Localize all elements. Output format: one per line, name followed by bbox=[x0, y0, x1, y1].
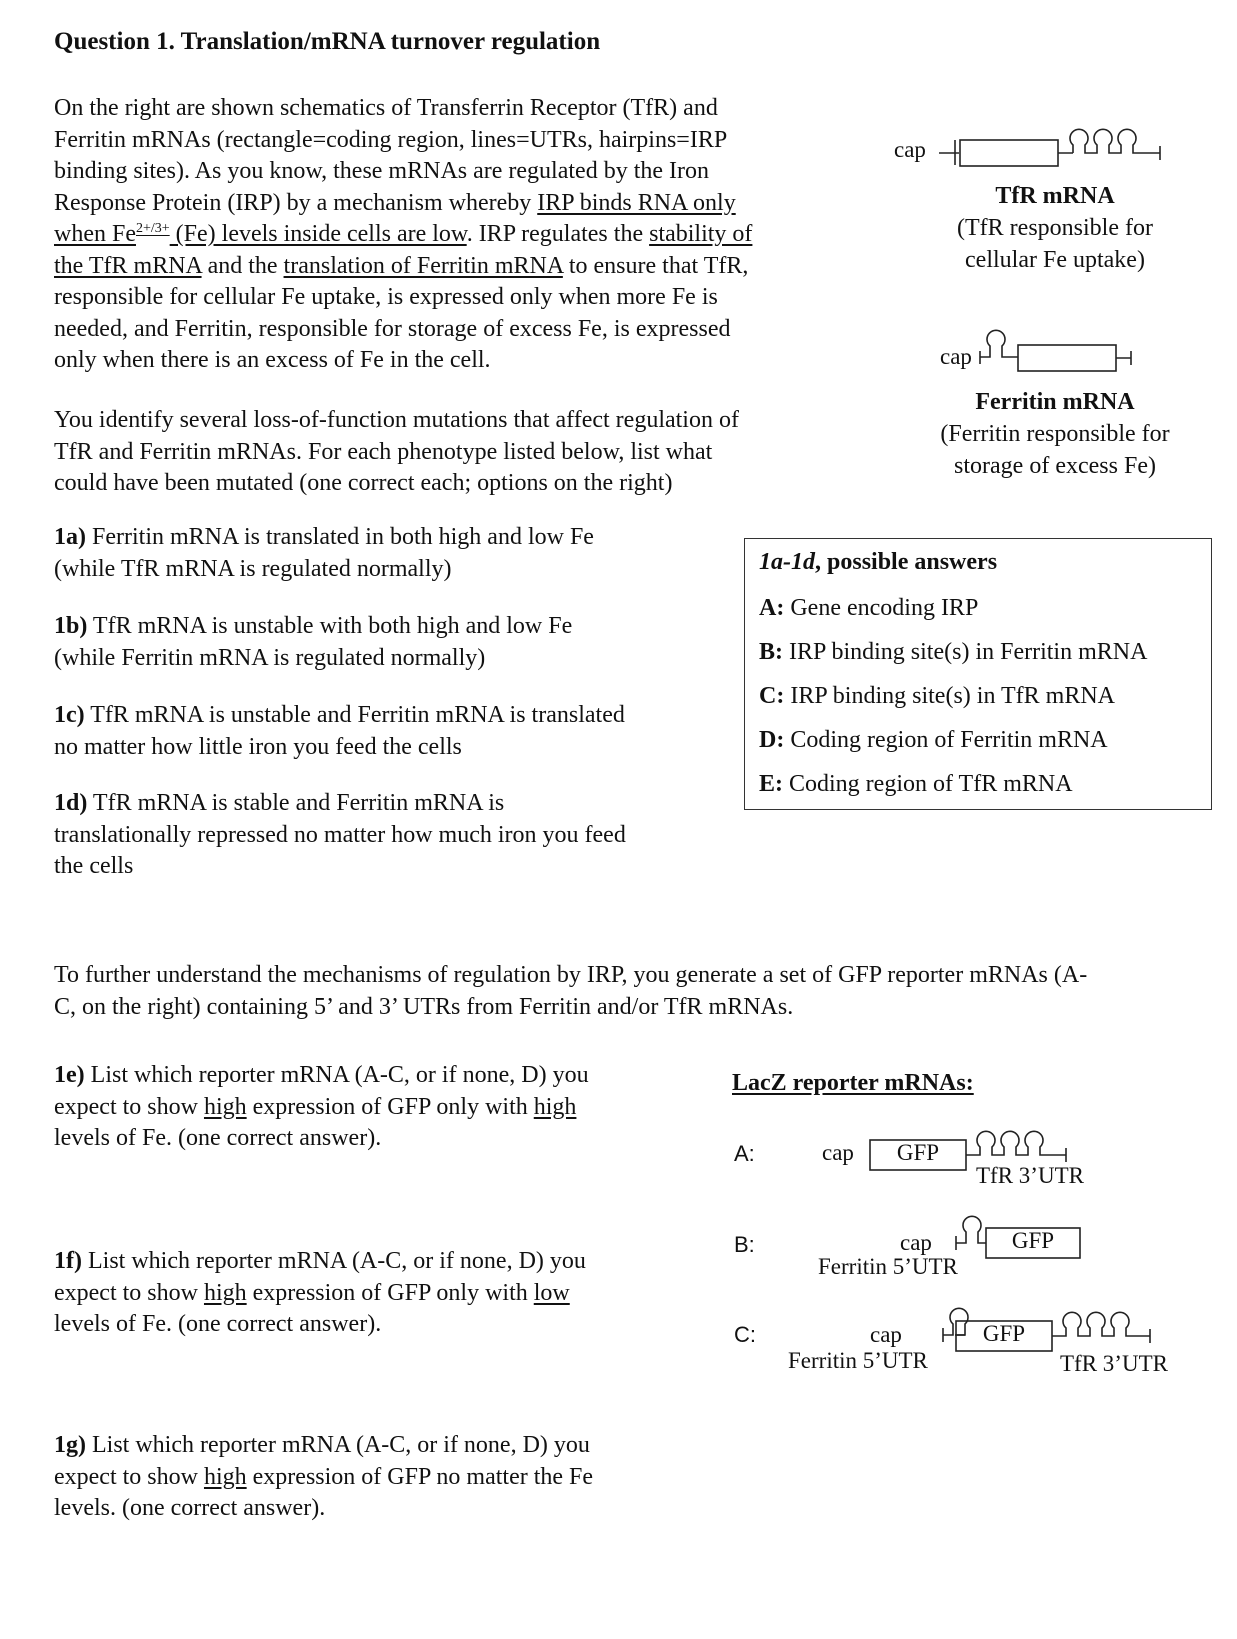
underlined-word: low bbox=[533, 1279, 570, 1306]
reporter-c-tfr-hairpins bbox=[1052, 1312, 1150, 1343]
answer-text: Gene encoding IRP bbox=[784, 595, 979, 621]
ferritin-desc: (Ferritin responsible for bbox=[940, 421, 1170, 447]
reporter-b-label: B: bbox=[734, 1232, 755, 1257]
question-text: TfR mRNA is unstable and Ferritin mRNA is translated bbox=[84, 702, 625, 728]
question-1g bbox=[54, 1430, 593, 1525]
reporter-b-cap: cap bbox=[900, 1230, 932, 1255]
reporters-heading: LacZ reporter mRNAs: bbox=[732, 1070, 974, 1096]
tfr-mrna-caption bbox=[935, 180, 1175, 276]
tfr-mrna-diagram bbox=[939, 129, 1160, 166]
tfr-desc: cellular Fe uptake) bbox=[965, 247, 1145, 273]
answer-key: B: bbox=[759, 639, 783, 665]
question-label: 1b) bbox=[54, 613, 88, 639]
reporter-b-ferritin-hairpin bbox=[956, 1216, 986, 1250]
underlined-phrase: the TfR mRNA bbox=[54, 252, 202, 279]
reporter-c-ferritin-5utr: Ferritin 5’UTR bbox=[788, 1348, 928, 1373]
ferritin-name: Ferritin mRNA bbox=[975, 389, 1135, 415]
answer-option bbox=[759, 727, 1211, 771]
question-text: translationally repressed no matter how much iron you feed bbox=[54, 821, 626, 848]
reporter-a-gfp: GFP bbox=[896, 1140, 940, 1165]
underlined-word: high bbox=[533, 1093, 577, 1120]
answers-header-range: 1a-1d bbox=[759, 549, 815, 575]
question-text: Ferritin mRNA is translated in both high and low Fe bbox=[86, 524, 594, 550]
question-text: expect to show bbox=[54, 1463, 204, 1490]
question-label: 1g) bbox=[54, 1432, 86, 1458]
question-text: expect to show bbox=[54, 1093, 204, 1120]
answer-text: IRP binding site(s) in Ferritin mRNA bbox=[783, 639, 1148, 665]
answer-key: D: bbox=[759, 727, 785, 753]
further-line: C, on the right) containing 5’ and 3’ UTRs from Ferritin and/or TfR mRNAs. bbox=[54, 993, 794, 1020]
superscript: 2+/3+ bbox=[135, 221, 170, 236]
reporter-c-gfp: GFP bbox=[982, 1321, 1026, 1346]
ferritin-mrna-caption bbox=[925, 386, 1185, 482]
tfr-desc: (TfR responsible for bbox=[957, 215, 1153, 241]
answer-option bbox=[759, 771, 1211, 815]
answer-key: A: bbox=[759, 595, 785, 621]
question-text: TfR mRNA is stable and Ferritin mRNA is bbox=[87, 790, 505, 816]
answer-text: IRP binding site(s) in TfR mRNA bbox=[784, 683, 1116, 709]
reporter-c-cap: cap bbox=[870, 1322, 902, 1347]
question-label: 1d) bbox=[54, 790, 88, 816]
ferritin-coding-region bbox=[1018, 345, 1116, 371]
underlined-phrase: stability of bbox=[649, 221, 753, 247]
answer-option bbox=[759, 595, 1211, 639]
ferritin-cap-label: cap bbox=[940, 344, 972, 369]
reporter-c-tfr-3utr: TfR 3’UTR bbox=[1060, 1351, 1168, 1376]
tfr-irp-hairpins bbox=[1058, 129, 1160, 160]
question-text: TfR mRNA is unstable with both high and low Fe bbox=[87, 613, 573, 639]
intro-text: Response Protein (IRP) by a mechanism whereby bbox=[54, 189, 538, 216]
question-label: 1c) bbox=[54, 702, 85, 728]
underlined-phrase: (Fe) levels inside cells are low bbox=[169, 221, 467, 247]
question-text: expect to show bbox=[54, 1279, 204, 1306]
answer-text: Coding region of Ferritin mRNA bbox=[784, 727, 1108, 753]
question-label: 1a) bbox=[54, 524, 86, 550]
identify-line: You identify several loss-of-function mutations that affect regulation of bbox=[54, 407, 739, 433]
ferritin-mrna-diagram bbox=[980, 330, 1131, 371]
question-text: expression of GFP only with bbox=[246, 1093, 534, 1120]
tfr-coding-region bbox=[960, 140, 1058, 166]
further-paragraph bbox=[54, 960, 1087, 1023]
possible-answers-box bbox=[744, 538, 1212, 810]
intro-text: and the bbox=[201, 252, 284, 279]
ferritin-irp-hairpin bbox=[980, 330, 1018, 364]
ferritin-3utr-line bbox=[1116, 351, 1131, 365]
reporter-a-tfr-3utr: TfR 3’UTR bbox=[976, 1163, 1084, 1188]
ferritin-desc: storage of excess Fe) bbox=[954, 453, 1156, 479]
intro-line: needed, and Ferritin, responsible for storage of excess Fe, is expressed bbox=[54, 315, 731, 342]
answer-key: E: bbox=[759, 771, 783, 797]
question-text: List which reporter mRNA (A-C, or if none, D) you bbox=[86, 1432, 590, 1458]
reporter-b-gfp: GFP bbox=[1011, 1228, 1055, 1253]
intro-line: Ferritin mRNAs (rectangle=coding region, lines=UTRs, hairpins=IRP bbox=[54, 126, 728, 153]
underlined-phrase: translation of Ferritin mRNA bbox=[283, 252, 563, 279]
intro-line: responsible for cellular Fe uptake, is expressed only when more Fe is bbox=[54, 284, 718, 310]
reporter-a-tfr-hairpins bbox=[966, 1131, 1066, 1162]
intro-line: On the right are shown schematics of Transferrin Receptor (TfR) and bbox=[54, 95, 718, 121]
question-text: (while TfR mRNA is regulated normally) bbox=[54, 555, 452, 582]
question-text: levels. (one correct answer). bbox=[54, 1495, 326, 1521]
underlined-phrase: when Fe bbox=[54, 221, 136, 247]
question-text: List which reporter mRNA (A-C, or if none, D) you bbox=[84, 1062, 589, 1088]
question-text: levels of Fe. (one correct answer). bbox=[54, 1311, 382, 1337]
reporter-a-cap: cap bbox=[822, 1140, 854, 1165]
question-text: levels of Fe. (one correct answer). bbox=[54, 1125, 382, 1151]
underlined-word: high bbox=[203, 1279, 247, 1306]
further-line: To further understand the mechanisms of regulation by IRP, you generate a set of GFP reporter mRNAs (A- bbox=[54, 962, 1088, 988]
answers-header bbox=[759, 549, 1211, 595]
tfr-name: TfR mRNA bbox=[995, 183, 1115, 209]
intro-line: only when there is an excess of Fe in the cell. bbox=[54, 347, 491, 373]
page-title: Question 1. Translation/mRNA turnover regulation bbox=[54, 28, 601, 55]
intro-text: . IRP regulates the bbox=[466, 221, 650, 247]
question-text: (while Ferritin mRNA is regulated normally) bbox=[54, 644, 486, 671]
reporter-a-label: A: bbox=[734, 1141, 755, 1166]
question-text: the cells bbox=[54, 853, 134, 879]
question-text: no matter how little iron you feed the cells bbox=[54, 733, 462, 760]
question-text: expression of GFP only with bbox=[246, 1279, 534, 1306]
reporter-b-ferritin-5utr: Ferritin 5’UTR bbox=[818, 1254, 958, 1279]
question-text: expression of GFP no matter the Fe bbox=[246, 1463, 594, 1490]
answers-header-text: , possible answers bbox=[815, 549, 998, 575]
reporter-c-label: C: bbox=[734, 1322, 756, 1347]
question-text: List which reporter mRNA (A-C, or if none, D) you bbox=[81, 1248, 586, 1274]
answer-option bbox=[759, 683, 1211, 727]
question-1e bbox=[54, 1060, 589, 1155]
question-label: 1f) bbox=[54, 1248, 82, 1274]
tfr-cap-label: cap bbox=[894, 137, 926, 162]
identify-line: could have been mutated (one correct each; options on the right) bbox=[54, 470, 673, 496]
intro-text: to ensure that TfR, bbox=[562, 252, 749, 279]
underlined-word: high bbox=[203, 1093, 247, 1120]
answer-key: C: bbox=[759, 683, 785, 709]
question-1f bbox=[54, 1246, 586, 1341]
answer-text: Coding region of TfR mRNA bbox=[783, 771, 1073, 797]
answer-option bbox=[759, 639, 1211, 683]
identify-line: TfR and Ferritin mRNAs. For each phenotype listed below, list what bbox=[54, 438, 713, 465]
question-label: 1e) bbox=[54, 1062, 85, 1088]
underlined-phrase: IRP binds RNA only bbox=[537, 189, 736, 216]
intro-line: binding sites). As you know, these mRNAs are regulated by the Iron bbox=[54, 158, 709, 184]
underlined-word: high bbox=[203, 1463, 247, 1490]
